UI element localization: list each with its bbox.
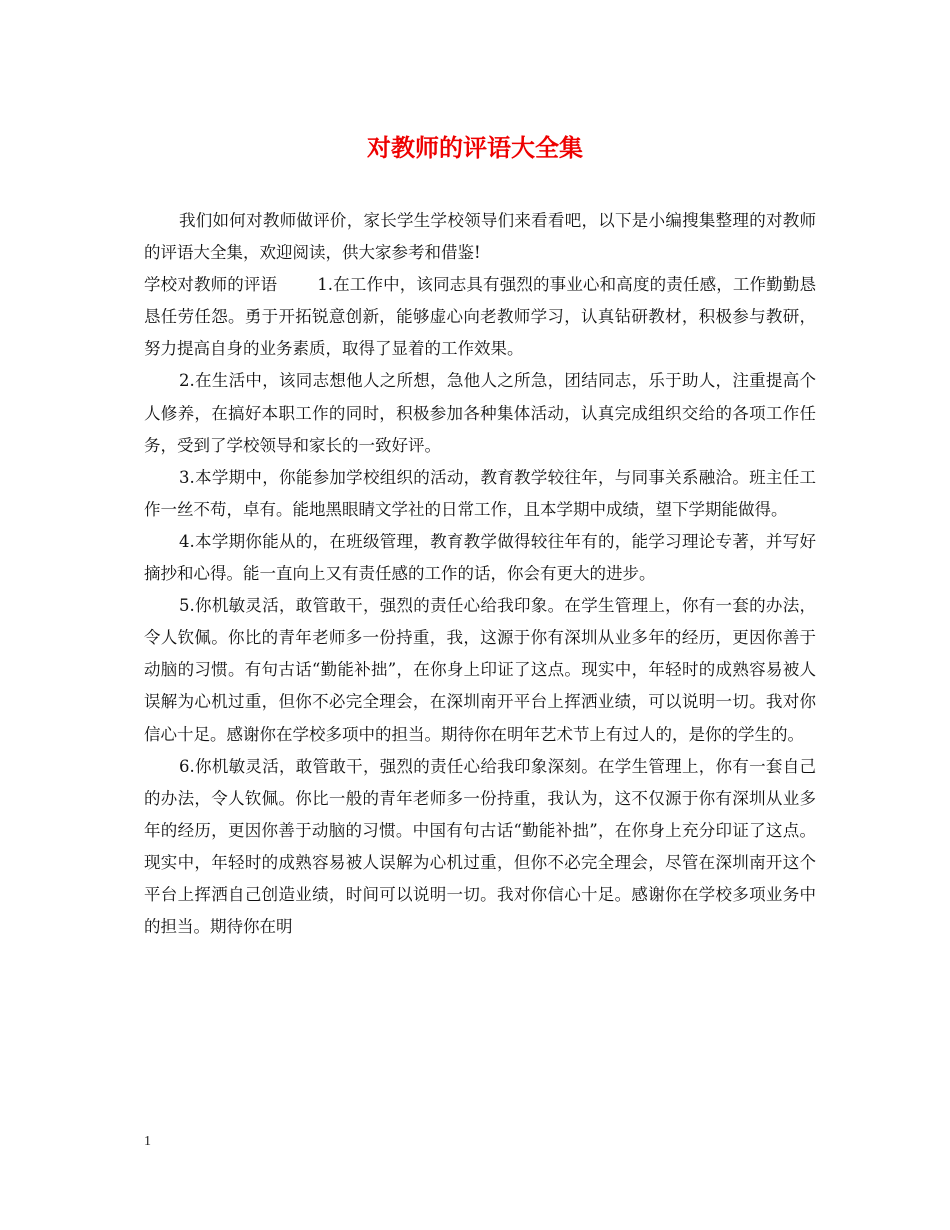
paragraph-5: 5.你机敏灵活，敢管敢干，强烈的责任心给我印象。在学生管理上，你有一套的办法，令人钦佩。你比的青年老师多一份持重，我，这源于你有深圳从业多年的经历，更因你善于动脑的习惯。有句古话“勤能补拙”，在你身上印证了这点。现实中，年轻时的成熟容易被人误解为心机过重，但你不必完全理会，在深圳南开平台上挥洒业绩，可以说明一切。我对你信心十足。感谢你在学校多项中的担当。期待你在明年艺术节上有过人的，是你的学生的。 bbox=[144, 596, 816, 744]
document-title: 对教师的评语大全集 bbox=[367, 133, 583, 162]
paragraph-1 bbox=[144, 269, 816, 365]
paragraph-2: 2.在生活中，该同志想他人之所想，急他人之所急，团结同志，乐于助人，注重提高个人修养，在搞好本职工作的同时，积极参加各种集体活动，认真完成组织交给的各项工作任务，受到了学校领导和家长的一致好评。 bbox=[144, 371, 816, 455]
intro-paragraph: 我们如何对教师做评价，家长学生学校领导们来看看吧，以下是小编搜集整理的对教师的评语大全集，欢迎阅读，供大家参考和借鉴! bbox=[144, 211, 816, 263]
document-body bbox=[144, 205, 816, 943]
paragraph-6: 6.你机敏灵活，敢管敢干，强烈的责任心给我印象深刻。在学生管理上，你有一套自己的办法，令人钦佩。你比一般的青年老师多一份持重，我认为，这不仅源于你有深圳从业多年的经历，更因你善于动脑的习惯。中国有句古话“勤能补拙”，在你身上充分印证了这点。现实中，年轻时的成熟容易被人误解为心机过重，但你不必完全理会，尽管在深圳南开这个平台上挥洒自己创造业绩，时间可以说明一切。我对你信心十足。感谢你在学校多项业务中的担当。期待你在明 bbox=[144, 756, 816, 937]
paragraph-3: 3.本学期中，你能参加学校组织的活动，教育教学较往年，与同事关系融洽。班主任工作一丝不苟，卓有。能地黑眼睛文学社的日常工作，且本学期中成绩，望下学期能做得。 bbox=[144, 467, 816, 519]
paragraph-4: 4.本学期你能从的，在班级管理，教育教学做得较往年有的，能学习理论专著，并写好摘抄和心得。能一直向上又有责任感的工作的话，你会有更大的进步。 bbox=[144, 531, 816, 584]
page-number: 1 bbox=[144, 1134, 151, 1149]
paragraph-1-text: 1.在工作中，该同志具有强烈的事业心和高度的责任感，工作勤勤恳恳任劳任怨。勇于开拓锐意创新，能够虚心向老教师学习，认真钻研教材，积极参与教研，努力提高自身的业务素质，取得了显着的工作效果。 bbox=[144, 275, 816, 359]
section-label: 学校对教师的评语 bbox=[144, 275, 278, 295]
